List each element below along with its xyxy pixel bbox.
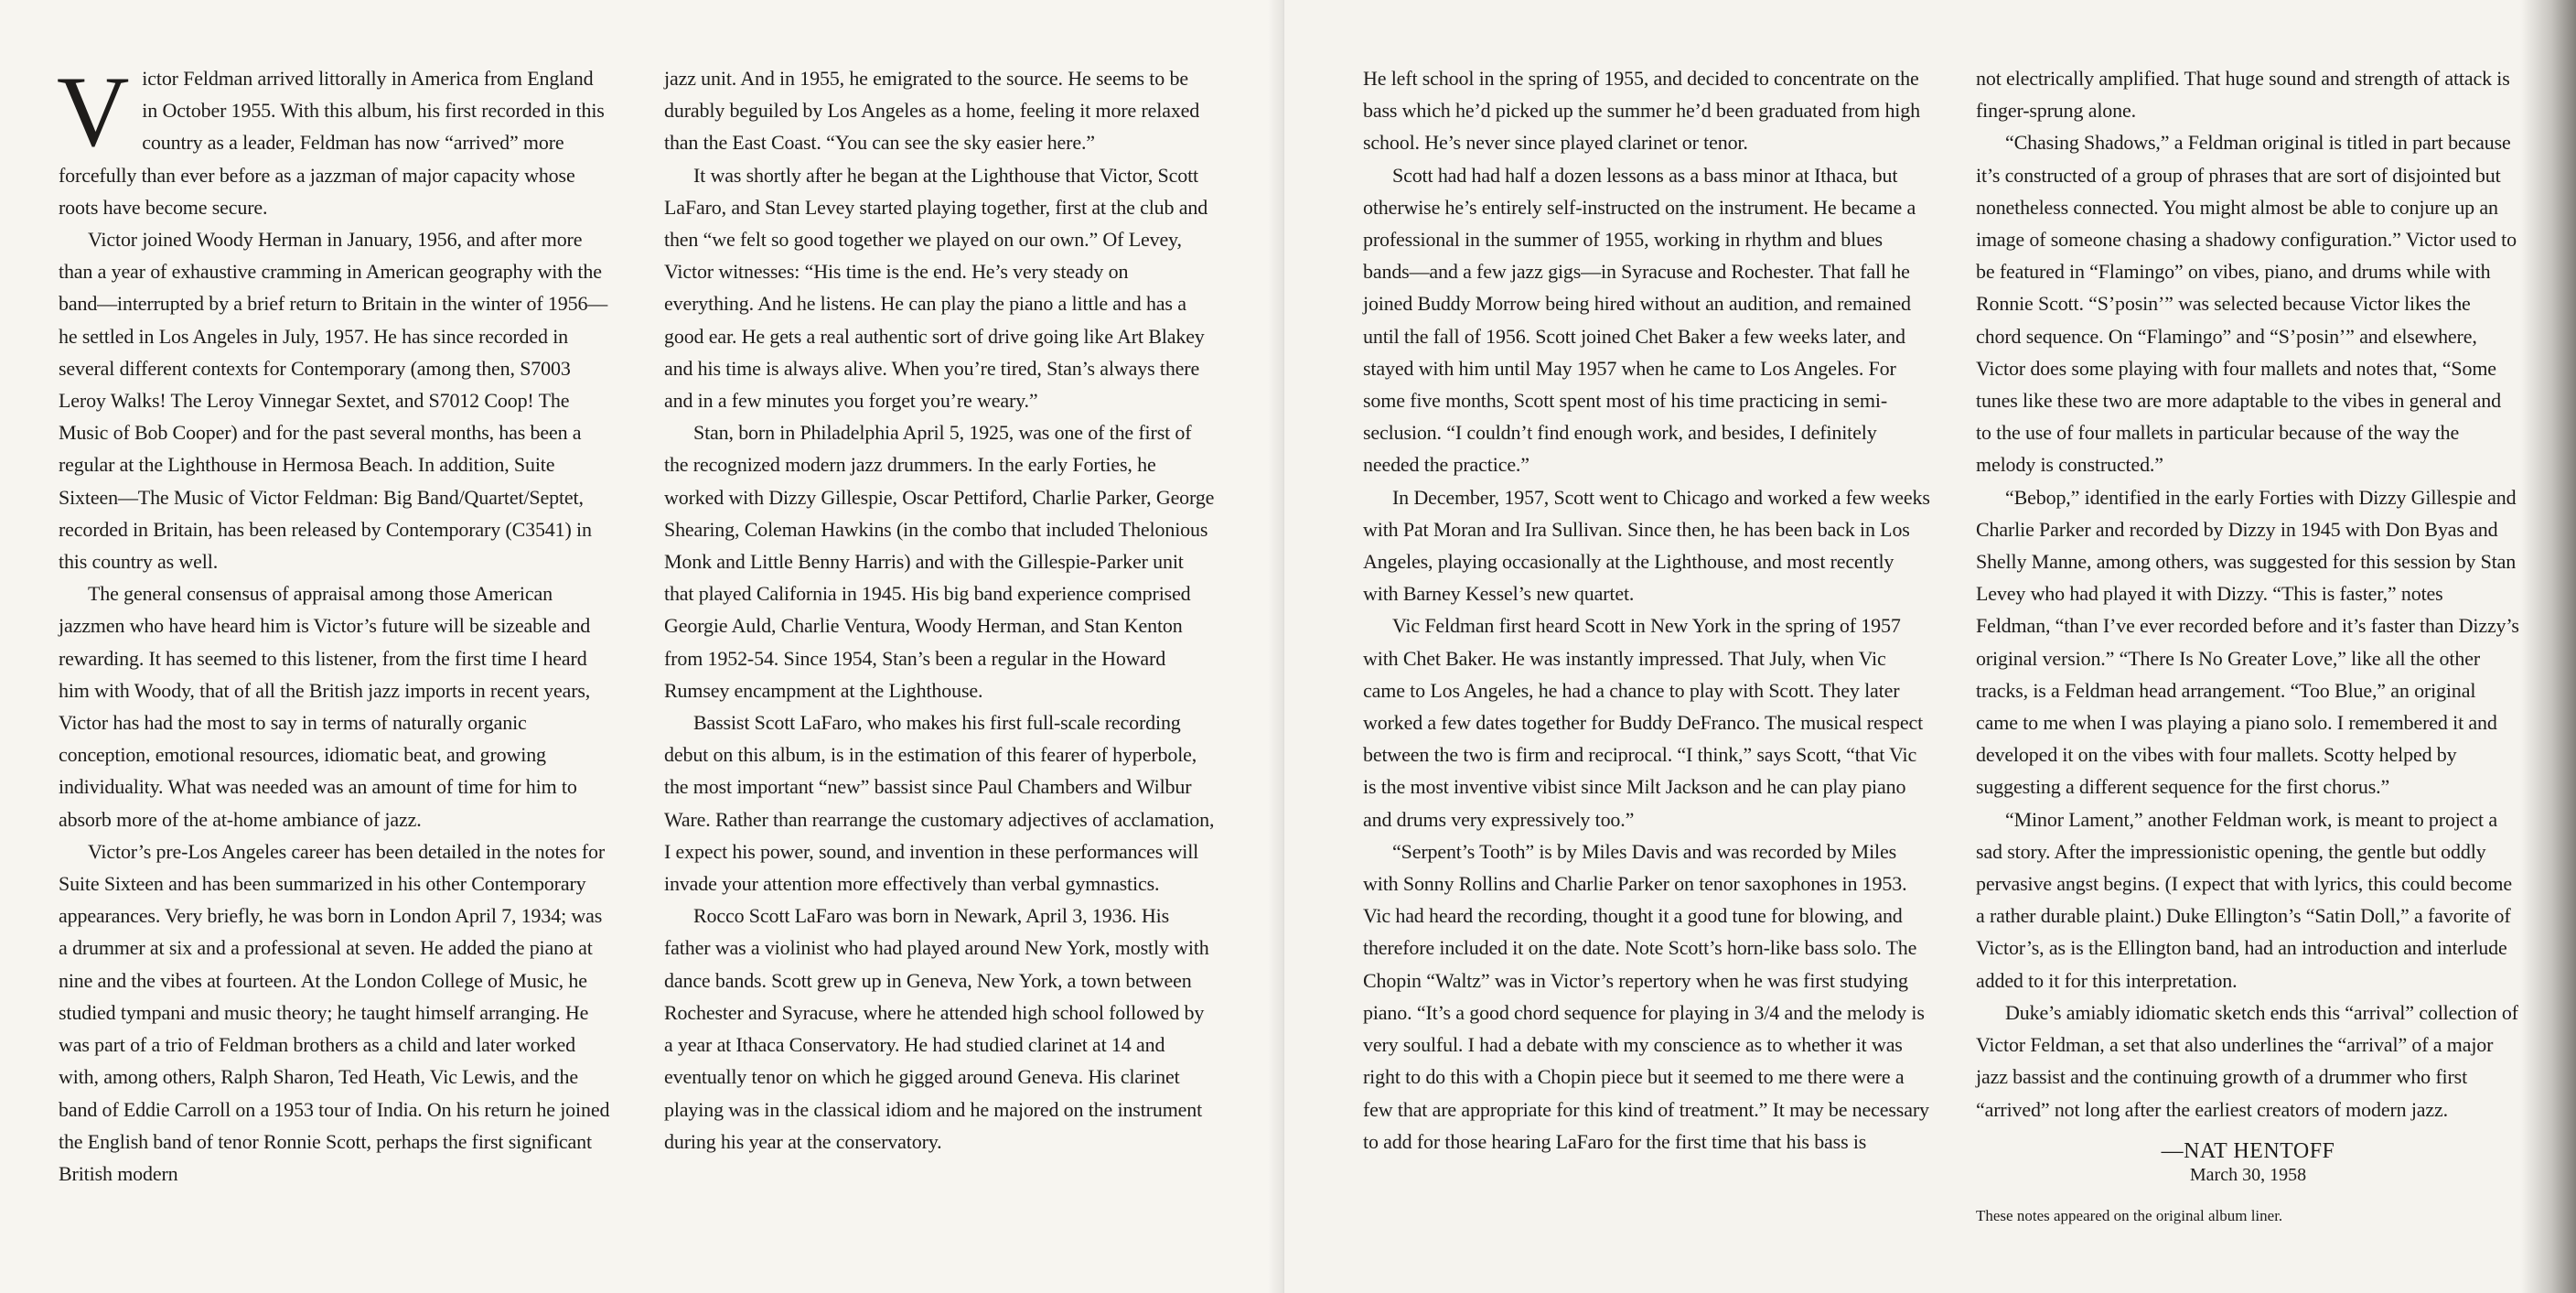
paragraph [57, 56, 611, 223]
paragraph-text: The general consensus of appraisal among those American jazzmen who have heard him is Victor’s future will be sizeable and rewarding. It has seemed to this listener, from the first time I heard him with Woody, that of all the British jazz imports in recent years, Victor has had the most to say in terms of naturally organic conception, emotional resources, idiomatic beat, and growing individuality. What was needed was an amount of time for him to absorb more of the at-home ambiance of jazz. [59, 582, 591, 831]
author-name: —NAT HENTOFF [2161, 1138, 2335, 1163]
paragraph-text: “Chasing Shadows,” a Feldman original is titled in part because it’s constructed of a group of phrases that are sort of disjointed but nonetheless connected. You might almost be able to conjure up an image of someone chasing a shadowy configuration.” Victor used to be featured in “Flamingo” on vibes, piano, and drums while with Ronnie Scott. “S’posin’” was selected because Victor likes the chord sequence. On “Flamingo” and “S’posin’” and elsewhere, Victor does some playing with four mallets and notes that, “Some tunes like these two are more adaptable to the vibes in general and to the use of four mallets in particular because of the way the melody is constructed.” [1976, 131, 2517, 477]
footnote: These notes appeared on the original album liner. [1976, 1206, 2283, 1224]
paragraph [1976, 803, 2520, 997]
paragraph [1976, 62, 2520, 126]
paragraph-text: Duke’s amiably idiomatic sketch ends this “arrival” collection of Victor Feldman, a set that also underlines the “arrival” of a major jazz bassist and the continuing growth of a drummer who first “arrived” not long after the earliest creators of modern jazz. [1976, 1000, 2518, 1121]
paragraph-text: not electrically amplified. That huge sound and strength of attack is finger-sprung alone. [1976, 67, 2510, 123]
paragraph-text: Bassist Scott LaFaro, who makes his first full-scale recording debut on this album, is in the estimation of this fearer of hyperbole, the most important “new” bassist since Paul Chambers and Wilbur Ware. Rather than rearrange the customary adjectives of acclamation, I expect his power, sound, and invention in these performances will invade your attention more effectively than verbal gymnastics. [664, 711, 1215, 896]
paragraph-text: Victor’s pre-Los Angeles career has been detailed in the notes for Suite Sixteen and has been summarized in his other Contemporary appearances. Very briefly, he was born in London April 7, 1934; was a drummer at six and a professional at seven. He added the piano at nine and the vibes at fourteen. At the London College of Music, he studied tympani and music theory; he taught himself arranging. He was part of a trio of Feldman brothers as a child and later worked with, among others, Ralph Sharon, Ted Heath, Vic Lewis, and the band of Eddie Carroll on a 1953 tour of India. On his return he joined the English band of tenor Ronnie Scott, perhaps the first significant British modern [59, 839, 610, 1185]
paragraph [1976, 481, 2520, 803]
paragraph [664, 62, 1217, 159]
paragraph [59, 835, 611, 1190]
paragraph-text: “Serpent’s Tooth” is by Miles Davis and was recorded by Miles with Sonny Rollins and Charlie Parker on tenor saxophones in 1953. Vic had heard the recording, thought it a good tune for blowing, and therefore included it on the date. Note Scott’s horn-like bass solo. The Chopin “Waltz” was in Victor’s repertory when he was first studying piano. “It’s a good chord sequence for playing in 3/4 and the melody is very soulful. I had a debate with my conscience as to whether it was right to do this with a Chopin piece but it seemed to me there were a few that are appropriate for this kind of treatment.” It may be necessary to add for those hearing LaFaro for the first time that his bass is [1363, 839, 1929, 1153]
paragraph-text: Stan, born in Philadelphia April 5, 1925, was one of the first of the recognized modern jazz drummers. In the early Forties, he worked with Dizzy Gillespie, Oscar Pettiford, Charlie Parker, George Shearing, Coleman Hawkins (in the combo that included Thelonious Monk and Little Benny Harris) and with the Gillespie-Parker unit that played California in 1945. His big band experience comprised Georgie Auld, Charlie Ventura, Woody Herman, and Stan Kenton from 1952-54. Since 1954, Stan’s been a regular in the Howard Rumsey encampment at the Lighthouse. [664, 421, 1215, 702]
paragraph-text: “Minor Lament,” another Feldman work, is meant to project a sad story. After the impressionistic opening, the gentle but oddly pervasive angst begins. (I expect that with lyrics, this could become a rather durable plaint.) Duke Ellington’s “Satin Doll,” a favorite of Victor’s, as is the Ellington band, had an introduction and interlude added to it for this interpretation. [1976, 807, 2512, 992]
paragraph [1363, 481, 1930, 610]
paragraph [664, 416, 1217, 706]
paragraph-text: It was shortly after he began at the Lighthouse that Victor, Scott LaFaro, and Stan Levey started playing together, first at the club and then “we felt so good together we played on our own.” Of Levey, Victor witnesses: “His time is the end. He’s very steady on everything. And he listens. He can play the piano a little and has a good ear. He gets a real authentic sort of drive going like Art Blakey and his time is always alive. When you’re tired, Stan’s always there and in a few minutes you forget you’re weary.” [664, 163, 1208, 413]
paragraph-text: Victor joined Woody Herman in January, 1956, and after more than a year of exhaustive cramming in American geography with the band—interrupted by a brief return to Britain in the winter of 1956—he settled in Los Angeles in July, 1957. He has since recorded in several different contexts for Contemporary (among then, S7003 Leroy Walks! The Leroy Vinnegar Sextet, and S7012 Coop! The Music of Bob Cooper) and for the past several months, has been a regular at the Lighthouse in Hermosa Beach. In addition, Suite Sixteen—The Music of Victor Feldman: Big Band/Quartet/Septet, recorded in Britain, has been released by Contemporary (C3541) in this country as well. [59, 228, 608, 574]
paragraph-text: jazz unit. And in 1955, he emigrated to the source. He seems to be durably beguiled by Los Angeles as a home, feeling it more relaxed than the East Coast. “You can see the sky easier here.” [664, 67, 1200, 155]
paragraph-text: Vic Feldman first heard Scott in New York in the spring of 1957 with Chet Baker. He was instantly impressed. That July, when Vic came to Los Angeles, he had a chance to play with Scott. They later worked a few dates together for Buddy DeFranco. The musical respect between the two is firm and reciprocal. “I think,” says Scott, “that Vic is the most inventive vibist since Milt Jackson and he can play piano and drums very expressively too.” [1363, 614, 1924, 831]
paragraph [59, 577, 611, 835]
paragraph [1363, 835, 1930, 1158]
paragraph-text: “Bebop,” identified in the early Forties with Dizzy Gillespie and Charlie Parker and recorded by Dizzy in 1945 with Don Byas and Shelly Manne, among others, was suggested for this session by Stan Levey who had played it with Dizzy. “This is faster,” notes Feldman, “than I’ve ever recorded before and it’s faster than Dizzy’s original version.” “There Is No Greater Love,” like all the other tracks, is a Feldman head arrangement. “Too Blue,” an original came to me when I was playing a piano solo. I remembered it and developed it on the vibes with four mallets. Scotty helped by suggesting a different sequence for the first chorus.” [1976, 485, 2519, 799]
right-column-2 [1976, 62, 2520, 1226]
paragraph-text: ictor Feldman arrived littorally in America from England in October 1955. With this album, his first recorded in this country as a leader, Feldman has now “arrived” more forcefully than ever before as a jazzman of major capacity whose roots have become secure. [59, 67, 605, 219]
paragraph [1976, 126, 2520, 480]
left-column-2 [664, 62, 1217, 1158]
paragraph-text: In December, 1957, Scott went to Chicago and worked a few weeks with Pat Moran and Ira Sullivan. Since then, he has been back in Los Angeles, playing occasionally at the Lighthouse, and most recently with Barney Kessel’s new quartet. [1363, 485, 1930, 606]
paragraph [59, 223, 611, 577]
signoff [1976, 1138, 2520, 1186]
paragraph [1976, 997, 2520, 1126]
left-page [0, 0, 1284, 1293]
paragraph [1363, 609, 1930, 835]
paragraph [664, 159, 1217, 417]
left-column-1 [57, 56, 611, 1190]
paragraph [664, 900, 1217, 1158]
paragraph [1363, 159, 1930, 481]
paragraph-text: Rocco Scott LaFaro was born in Newark, April 3, 1936. His father was a violinist who had played around New York, mostly with dance bands. Scott grew up in Geneva, New York, a town between Rochester and Syracuse, where he attended high school followed by a year at Ithaca Conservatory. He had studied clarinet at 14 and eventually tenor on which he gigged around Geneva. His clarinet playing was in the classical idiom and he majored on the instrument during his year at the conservatory. [664, 904, 1209, 1153]
drop-cap: V [57, 56, 130, 167]
paragraph-text: Scott had had half a dozen lessons as a bass minor at Ithaca, but otherwise he’s entirely self-instructed on the instrument. He became a professional in the summer of 1955, working in rhythm and blues bands—and a few jazz gigs—in Syracuse and Rochester. That fall he joined Buddy Morrow being hired without an audition, and remained until the fall of 1956. Scott joined Chet Baker a few weeks later, and stayed with him until May 1957 when he came to Los Angeles. For some five months, Scott spent most of his time practicing in semi-seclusion. “I couldn’t find enough work, and besides, I definitely needed the practice.” [1363, 163, 1916, 477]
right-column-1 [1363, 62, 1930, 1158]
paragraph-text: He left school in the spring of 1955, and decided to concentrate on the bass which he’d picked up the summer he’d been graduated from high school. He’s never since played clarinet or tenor. [1363, 67, 1920, 155]
signoff-date: March 30, 1958 [2189, 1164, 2307, 1185]
paragraph [664, 706, 1217, 900]
page-edge-shadow [2521, 0, 2576, 1293]
paragraph [1363, 62, 1930, 159]
